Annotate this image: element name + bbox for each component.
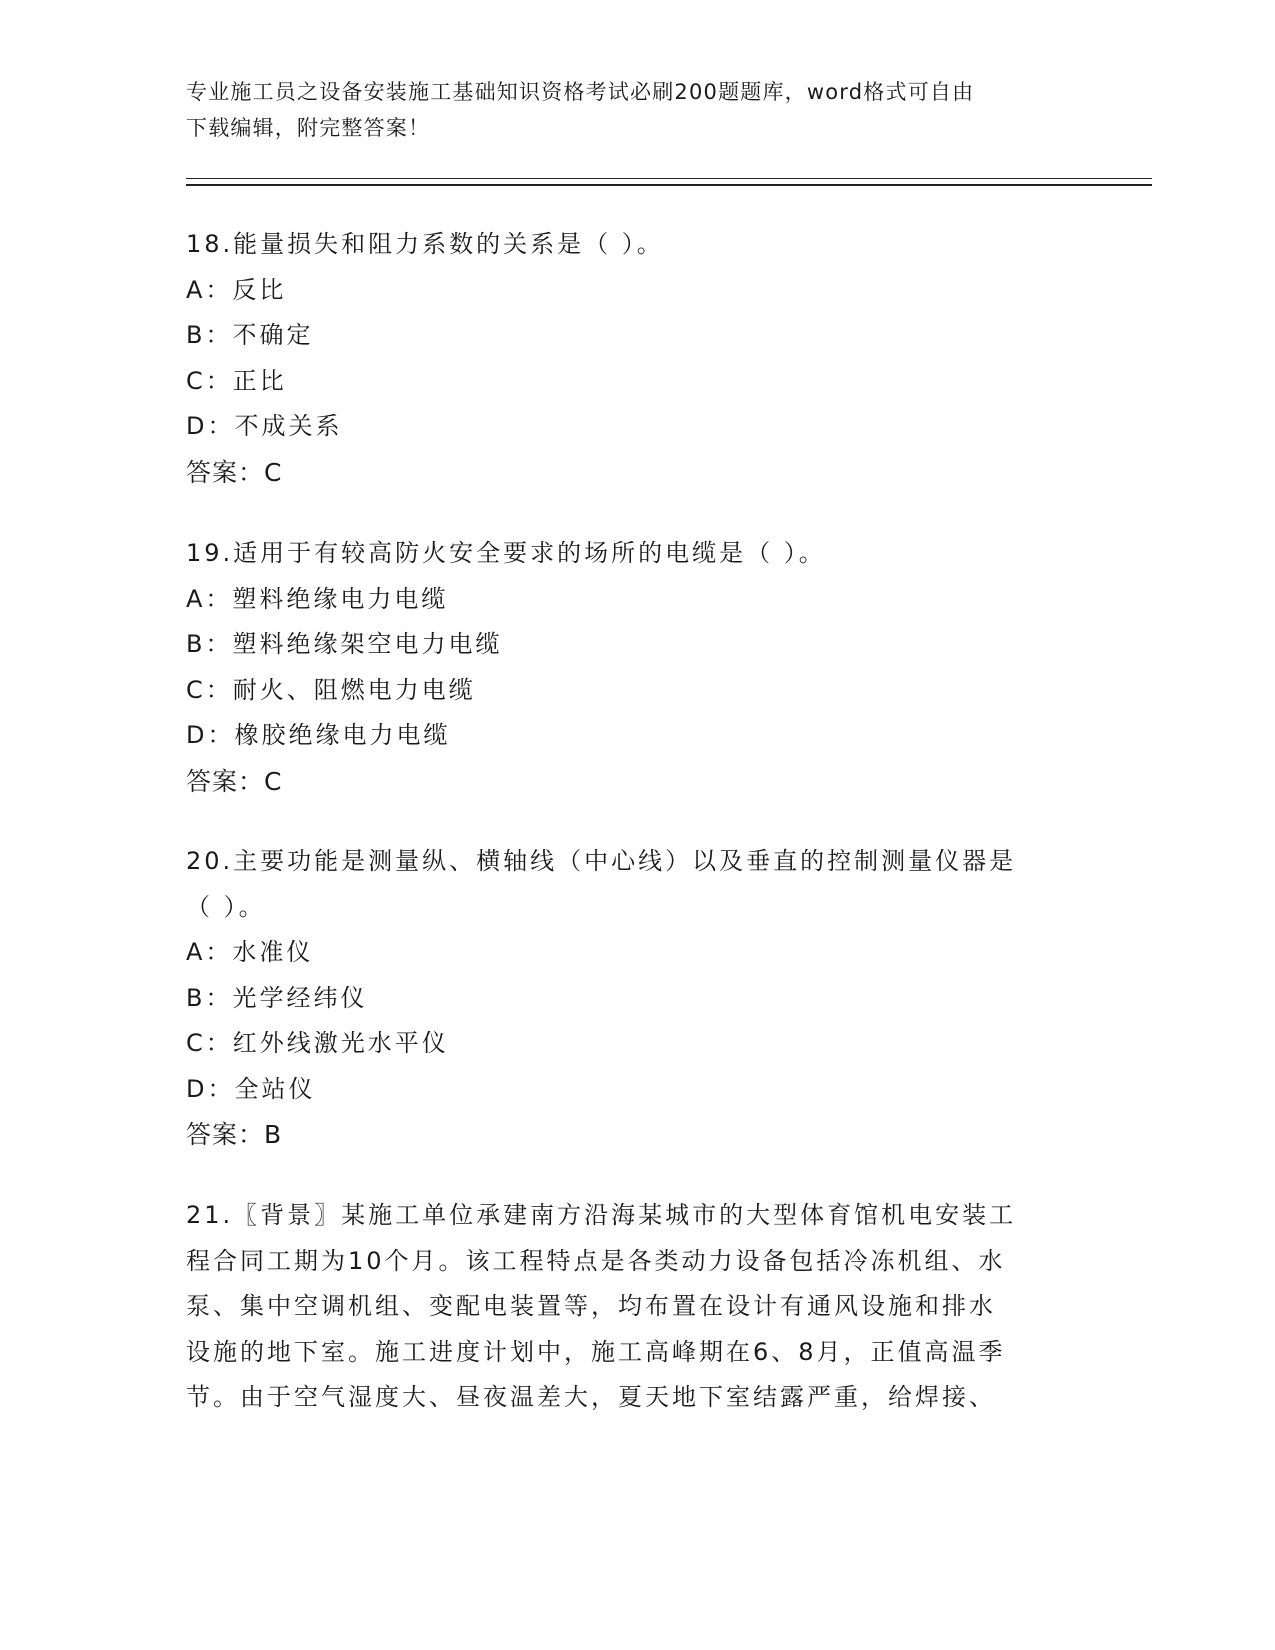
header-divider (186, 178, 1152, 186)
option-a: A：水准仪 (186, 938, 314, 966)
question-19 (186, 531, 1086, 804)
background-line-1: 21.〖背景〗某施工单位承建南方沿海某城市的大型体育馆机电安装工 (186, 1201, 1017, 1229)
option-d: D：橡胶绝缘电力电缆 (186, 721, 451, 749)
question-18 (186, 222, 1086, 495)
answer: 答案：C (186, 766, 283, 796)
background-line-5: 节。由于空气湿度大、昼夜温差大，夏天地下室结露严重，给焊接、 (186, 1383, 996, 1411)
background-line-4: 设施的地下室。施工进度计划中，施工高峰期在6、8月，正值高温季 (186, 1337, 1006, 1366)
question-stem: 19.适用于有较高防火安全要求的场所的电缆是（ ）。 (186, 539, 826, 567)
option-d: D：全站仪 (186, 1074, 316, 1103)
question-20 (186, 839, 1086, 1158)
question-stem-line-2: （ ）。 (186, 892, 266, 921)
option-c: C：正比 (186, 366, 287, 395)
option-a: A：反比 (186, 275, 287, 304)
header-line-2: 下载编辑，附完整答案！ (186, 116, 431, 140)
answer: 答案：C (186, 457, 283, 487)
background-line-2: 程合同工期为10个月。该工程特点是各类动力设备包括冷冻机组、水 (186, 1246, 1006, 1275)
option-a: A：塑料绝缘电力电缆 (186, 584, 449, 613)
option-b: B：塑料绝缘架空电力电缆 (186, 630, 503, 658)
document-header (186, 74, 1066, 146)
question-stem: 18.能量损失和阻力系数的关系是（ ）。 (186, 230, 664, 258)
background-line-3: 泵、集中空调机组、变配电装置等，均布置在设计有通风设施和排水 (186, 1292, 996, 1320)
question-21 (186, 1193, 1086, 1421)
option-b: B：光学经纬仪 (186, 983, 368, 1012)
option-c: C：红外线激光水平仪 (186, 1029, 449, 1057)
option-d: D：不成关系 (186, 412, 343, 440)
header-line-1: 专业施工员之设备安装施工基础知识资格考试必刷200题题库，word格式可自由 (186, 80, 975, 104)
question-stem-line-1: 20.主要功能是测量纵、横轴线（中心线）以及垂直的控制测量仪器是 (186, 847, 1017, 875)
option-b: B：不确定 (186, 321, 314, 349)
answer: 答案：B (186, 1120, 283, 1149)
option-c: C：耐火、阻燃电力电缆 (186, 675, 476, 704)
